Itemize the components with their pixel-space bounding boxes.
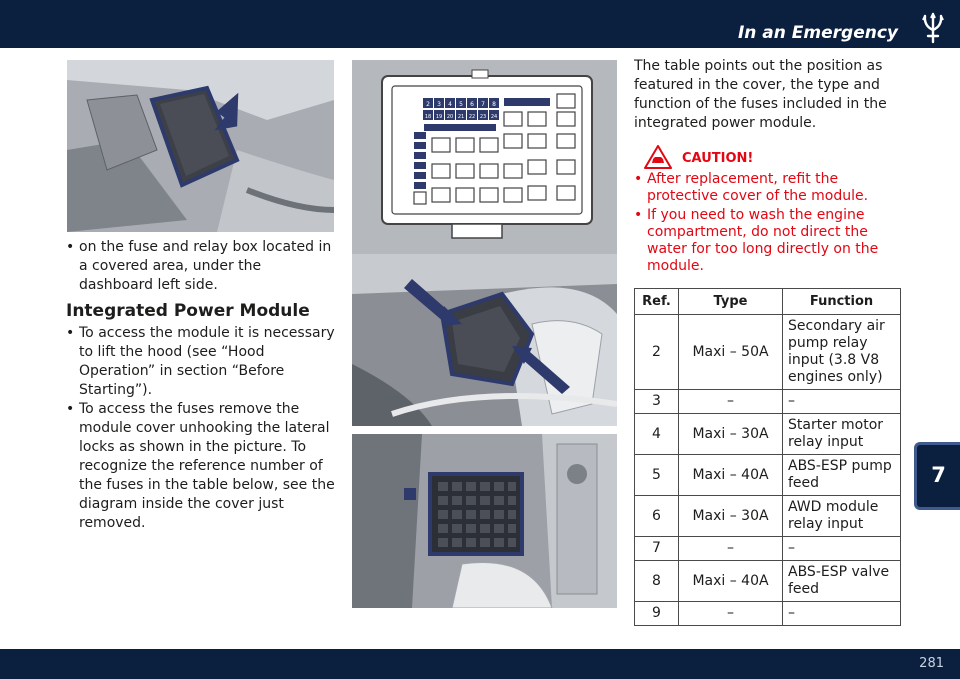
page-footer <box>0 649 960 679</box>
cell-ref: 9 <box>635 602 679 626</box>
svg-text:4: 4 <box>448 101 452 108</box>
cell-function: Starter motor relay input <box>783 414 901 455</box>
caution-item-refit-cover: • After replacement, refit the protective cover of the module. <box>634 171 900 205</box>
svg-text:19: 19 <box>435 114 443 120</box>
svg-text:21: 21 <box>457 114 465 120</box>
fuse-table <box>634 288 901 626</box>
svg-text:22: 22 <box>468 114 476 120</box>
photo-engine-bay-module <box>67 60 334 232</box>
cell-type: – <box>679 390 783 414</box>
cell-ref: 2 <box>635 315 679 390</box>
page-number: 281 <box>919 656 944 671</box>
bullet-access-fuses: • To access the fuses remove the module cover unhooking the lateral locks as shown in the picture. To recognize the reference number of the fuses in the table below, see the diagram inside the cover just removed. <box>66 400 338 533</box>
bullet-access-module: • To access the module it is necessary to lift the hood (see “Hood Operation” in section “Before Starting”). <box>66 324 338 400</box>
trident-logo-icon <box>920 12 946 44</box>
cell-function: ABS-ESP pump feed <box>783 455 901 496</box>
caution-car-warning-icon <box>644 145 672 169</box>
cell-ref: 4 <box>635 414 679 455</box>
table-row <box>635 537 901 561</box>
svg-text:24: 24 <box>490 114 498 120</box>
cell-type: – <box>679 537 783 561</box>
fuse-number-row-1 <box>423 98 499 108</box>
chapter-number: 7 <box>931 463 946 487</box>
table-row <box>635 455 901 496</box>
cell-type: – <box>679 602 783 626</box>
cell-function: Secondary air pump relay input (3.8 V8 engines only) <box>783 315 901 390</box>
cell-function: – <box>783 537 901 561</box>
caution-heading <box>634 145 900 169</box>
caution-item-wash-engine: • If you need to wash the engine compartment, do not direct the water for too long directly on the module. <box>634 207 900 275</box>
svg-text:2: 2 <box>426 101 430 108</box>
cell-ref: 7 <box>635 537 679 561</box>
cell-type: Maxi – 40A <box>679 561 783 602</box>
column-header-type: Type <box>679 289 783 315</box>
table-row <box>635 496 901 537</box>
cell-ref: 8 <box>635 561 679 602</box>
diagram-fuse-cover-layout <box>352 60 617 254</box>
svg-text:5: 5 <box>459 101 463 108</box>
svg-text:7: 7 <box>481 101 485 108</box>
table-row <box>635 390 901 414</box>
page-header <box>0 0 960 48</box>
table-header-row <box>635 289 901 315</box>
svg-text:6: 6 <box>470 101 474 108</box>
column-header-function: Function <box>783 289 901 315</box>
chapter-title: In an Emergency <box>737 23 898 43</box>
svg-text:20: 20 <box>446 114 454 120</box>
table-row <box>635 561 901 602</box>
photo-open-module-locks <box>352 254 617 426</box>
cell-type: Maxi – 50A <box>679 315 783 390</box>
chapter-tab[interactable] <box>914 442 960 510</box>
cell-ref: 3 <box>635 390 679 414</box>
cell-type: Maxi – 40A <box>679 455 783 496</box>
cell-function: – <box>783 602 901 626</box>
svg-text:18: 18 <box>424 114 432 120</box>
cell-ref: 6 <box>635 496 679 537</box>
cell-function: ABS-ESP valve feed <box>783 561 901 602</box>
svg-text:3: 3 <box>437 101 441 108</box>
table-row <box>635 414 901 455</box>
table-row <box>635 602 901 626</box>
cell-function: – <box>783 390 901 414</box>
right-text-column <box>634 57 900 275</box>
cell-type: Maxi – 30A <box>679 496 783 537</box>
svg-text:23: 23 <box>479 114 487 120</box>
column-header-ref: Ref. <box>635 289 679 315</box>
table-intro-text: The table points out the position as featured in the cover, the type and function of the fuses included in the integrated power module. <box>634 58 887 131</box>
cell-ref: 5 <box>635 455 679 496</box>
svg-text:8: 8 <box>492 101 496 108</box>
bullet-fuse-relay-box: • on the fuse and relay box located in a covered area, under the dashboard left side. <box>66 238 338 295</box>
caution-label: CAUTION! <box>682 151 754 166</box>
fuse-number-row-2 <box>423 110 499 120</box>
photo-fuse-relay-box <box>352 434 617 608</box>
cell-type: Maxi – 30A <box>679 414 783 455</box>
table-row <box>635 315 901 390</box>
left-text-column <box>66 238 338 533</box>
section-title-integrated-power-module: Integrated Power Module <box>66 301 310 321</box>
cell-function: AWD module relay input <box>783 496 901 537</box>
